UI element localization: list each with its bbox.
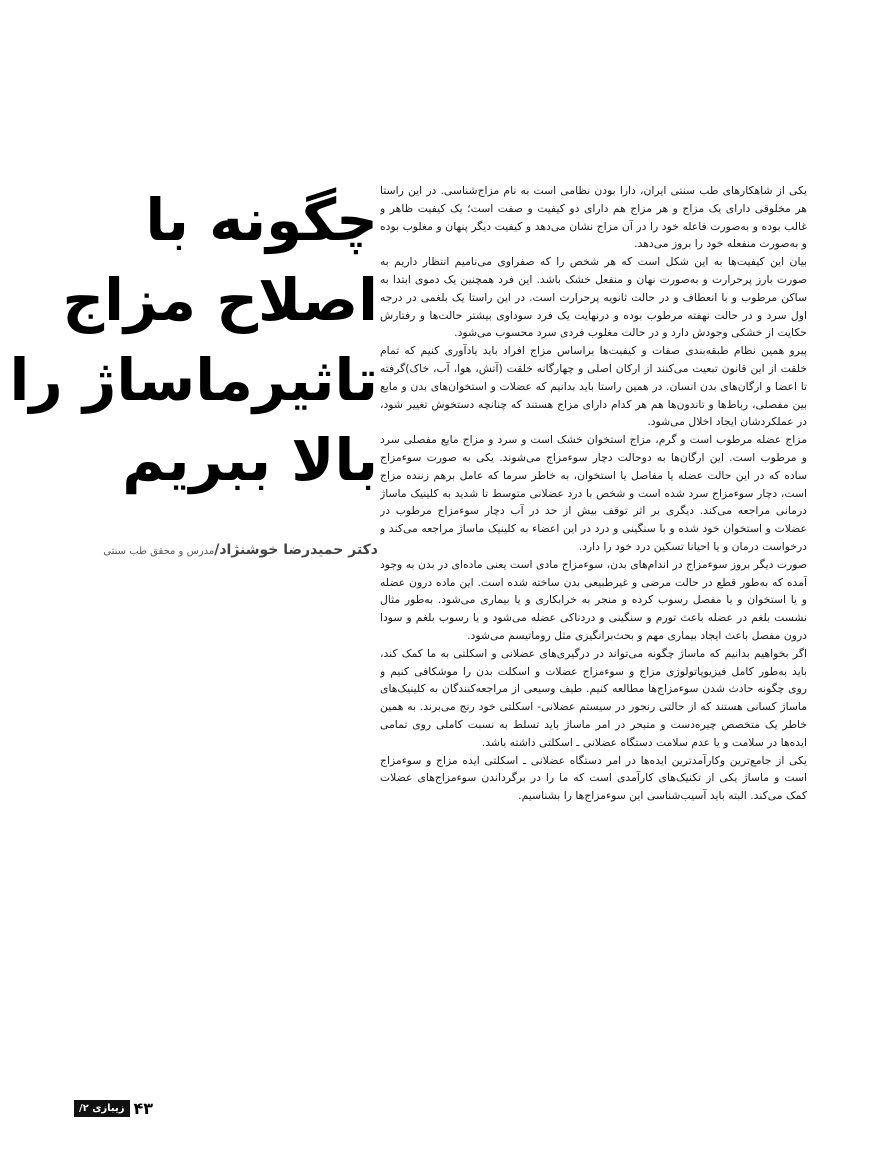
article-title [9,180,378,500]
page-folio [74,1097,153,1119]
byline [60,539,378,558]
body-paragraph: یکی از شاهکارهای طب سنتی ایران، دارا بودن نظامی است به نام مزاج‌شناسی. در این راستا هر مخلوقی دارای یک مزاج و هر مزاج هم دارای دو کیفیت و صفت است؛ یک کیفیت ظاهر و غالب بوده و به‌صورت فاعله خود را در آن مزاج نشان می‌دهد و کیفیت دیگر پنهان و مغلوب بوده و به‌صورت منفعله خود را بروز می‌دهد. [380,184,807,251]
title-line: اصلاح مزاج [62,266,378,334]
title-line: تاثیرماساژ را [9,346,378,414]
body-paragraph: صورت دیگر بروز سوء‌مزاج در اندام‌های بدن، سوء‌مزاج مادی است یعنی ماده‌ای در بدن به وجود آمده که به‌طور قطع در حالت مرضی و غیرطبیعی بدن ساخته شده است. این ماده درون عضله و یا استخوان و یا مفصل رسوب کرده و منجر به خرابکاری و یا بیماری می‌شود. به‌طور مثال نشست بلغم در عضله باعث تورم و سنگینی و دردناکی عضله می‌شود و یا رسوب بلغم و سودا درون مفصل باعث ایجاد بیماری مهم و بحث‌برانگیزی مثل روماتیسم می‌شود. [380,557,807,642]
body-paragraph: یکی از جامع‌ترین وکارآمدترین ایده‌ها در امر دستگاه عضلانی ـ اسکلتی ایده مزاج و سوء‌مزاج است و ماساژ یکی از تکنیک‌های کارآمدی است که ما را در برگرداندن سوء‌مزاج‌های عضلات کمک می‌کند. البته باید آسیب‌شناسی این سوء‌مزاج‌ها را بشناسیم. [380,753,807,803]
body-paragraph: اگر بخواهیم بدانیم که ماساژ چگونه می‌تواند در درگیری‌های عضلانی و اسکلتی به ما کمک کند، باید به‌طور کامل فیزیوپاتولوژی مزاج و سوءمزاج عضلات و اسکلت بدن را موشکافی کنیم و روی چگونه حادث شدن سوء‌مزاج‌ها مطالعه کنیم. طیف وسیعی از مراجعه‌کنندگان به کلینیک‌های ماساژ کسانی هستند که از حالتی رنجور در سیستم عضلانی- اسکلتی خود رنج می‌برند. به همین خاطر یک متخصص چیره‌دست و متبحر در امر ماساژ باید تسلط به نسبت کاملی روی تمامی ایده‌ها در سلامت و یا عدم سلامت دستگاه عضلانی ـ اسکلتی داشته باشد. [380,646,807,749]
issue-label: زیبازی ۲/ [74,1100,130,1117]
page-number: ۴۳ [133,1098,154,1118]
body-paragraph: مزاج عضله مرطوب است و گرم، مزاج استخوان خشک است و سرد و مزاج مایع مفصلی سرد و مرطوب است. این ارگان‌ها به دوحالت دچار سوء‌مزاج می‌شوند. یکی به صورت سوء‌مزاج ساده که در این حالت عضله یا مفاصل یا استخوان، به خاطر سرما که عامل برهم زننده مزاج است، دچار سوء‌مزاج سرد شده است و شخص با درد عضلانی متوسط تا شدید به کلینیک ماساژ درمانی مراجعه می‌کند. دیگری بر اثر توقف بیش از حد در آب دچار سوء‌مزاج مرطوب در عضلات و استخوان خود شده و با سنگینی و درد در این اعضاء به کلینیک ماساژ مراجعه می‌کند و درخواست درمان و یا احیانا تسکین درد خود را دارد. [380,433,807,553]
body-paragraph: بیان این کیفیت‌ها به این شکل است که هر شخص را که صفراوی می‌نامیم انتظار داریم به صورت بارز پرحرارت و به‌صورت نهان و منفعل خشک باشد. این فرد همچنین یک دموی ابتدا به ساکن مرطوب و با انعطاف و در حالت ثانویه پرحرارت است. در این راستا یک بلغمی در درجه اول سرد و در حالت نهفته مرطوب بوده و درنهایت یک فرد سوداوی بیشتر حالت‌ها و رفتارش حکایت از خشکی وجودش دارد و در حالت مغلوب فردی سرد محسوب می‌شود. [380,255,807,340]
author-role: مدرس و محقق طب سنتی [103,546,215,557]
title-line: بالا ببریم [122,426,378,494]
article-body [380,182,807,1087]
body-paragraph: پیرو همین نظام طبقه‌بندی صفات و کیفیت‌ها براساس مزاج افراد باید یادآوری کنیم که تمام خلقت از این قانون تبعیت می‌کنند از ارکان اصلی و چهارگانه خلقت (آتش، هوا، آب، خاک)گرفته تا اعضا و ارگان‌های بدن انسان. در همین راستا باید بدانیم که عضلات و استخوان‌های بدن و مایع بین مفصلی، رباط‌ها و تاندون‌ها هم هر کدام دارای مزاج هستند که چنانچه دستخوش تغییر شود، در عملکردشان ایجاد اخلال می‌شود. [380,344,807,429]
author-name: دکتر حمیدرضا خوشنژاد/ [214,542,378,558]
title-line: چگونه با [145,186,378,254]
